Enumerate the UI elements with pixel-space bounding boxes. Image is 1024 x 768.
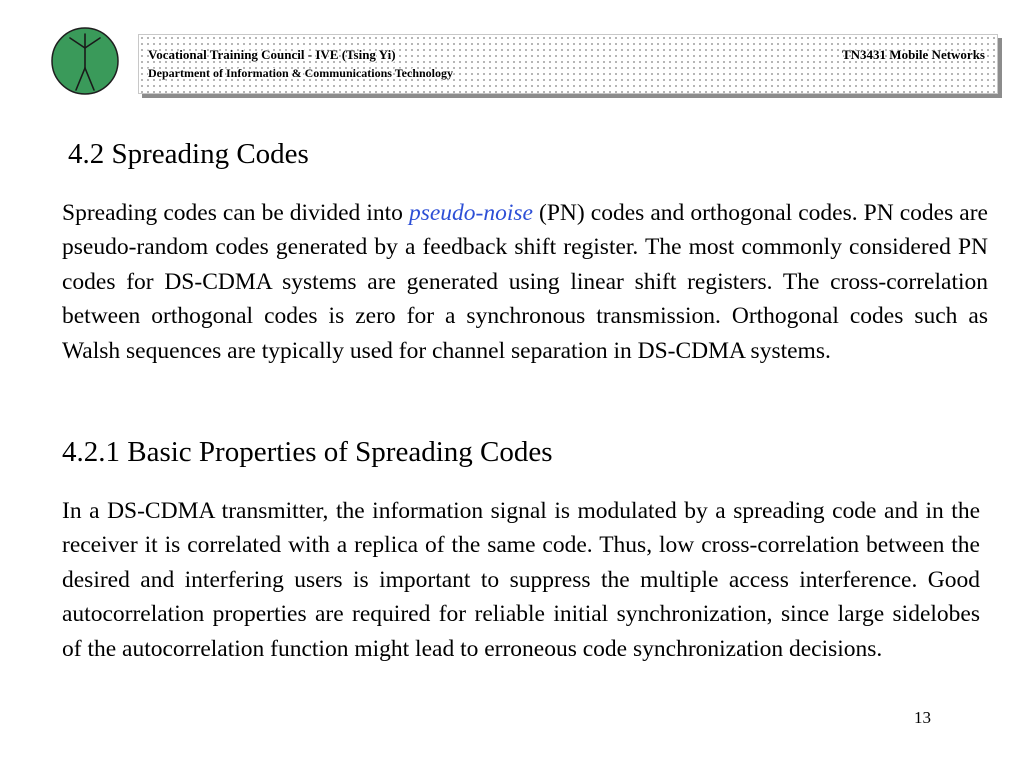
stick-figure-logo-icon	[50, 26, 120, 96]
section-paragraph	[62, 196, 988, 368]
paragraph-text-before: Spreading codes can be divided into	[62, 200, 409, 226]
subsection-heading: 4.2.1 Basic Properties of Spreading Codes	[62, 436, 553, 468]
highlighted-term: pseudo-noise	[408, 200, 533, 226]
page-number: 13	[914, 708, 931, 727]
department-name: Department of Information & Communications Technology	[148, 66, 453, 80]
subsection-paragraph: In a DS-CDMA transmitter, the information signal is modulated by a spreading code and in the receiver it is correlated with a replica of the same code. Thus, low cross-correlation between the desired and interfering users is important to suppress the multiple access interference. Good autocorrelation properties are required for reliable initial synchronization, since large sidelobes of the autocorrelation function might lead to erroneous code synchronization decisions.	[62, 498, 980, 662]
header-banner	[138, 34, 998, 94]
course-title: TN3431 Mobile Networks	[842, 47, 985, 62]
organization-name: Vocational Training Council - IVE (Tsing Yi)	[148, 47, 396, 62]
paragraph-text-after: (PN) codes and orthogonal codes. PN codes are pseudo-random codes generated by a feedback shift register. The most commonly considered PN codes for DS-CDMA systems are generated using linear shift registers. The cross-correlation between orthogonal codes is zero for a synchronous transmission. Orthogonal codes such as Walsh sequences are typically used for channel separation in DS-CDMA systems.	[62, 200, 988, 364]
section-heading: 4.2 Spreading Codes	[68, 138, 309, 170]
